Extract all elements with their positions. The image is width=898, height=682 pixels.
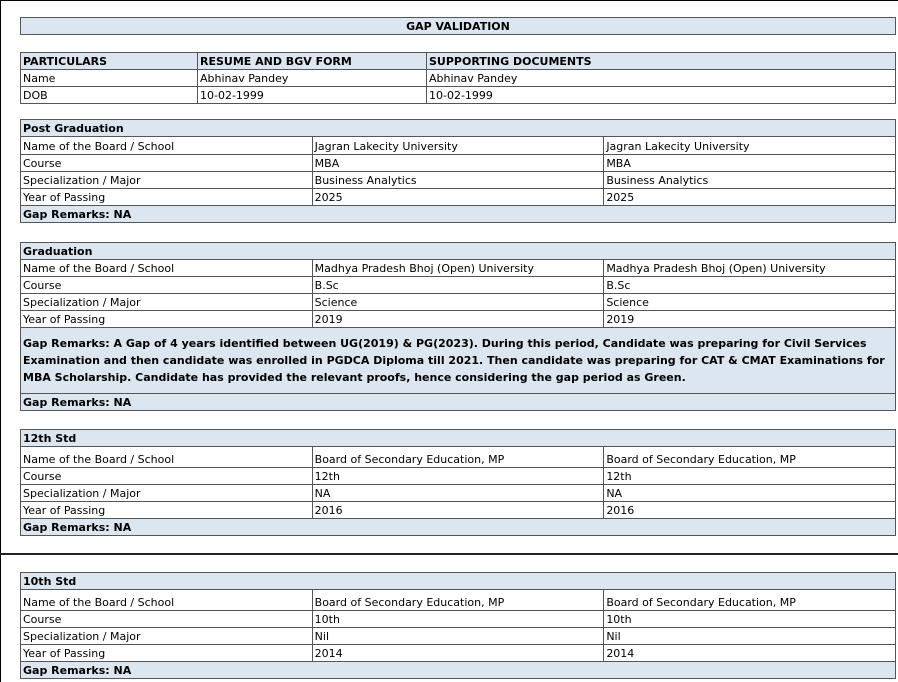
row-docs: Nil bbox=[604, 628, 896, 645]
row-resume: Science bbox=[312, 294, 604, 311]
row-docs: 12th bbox=[604, 468, 896, 485]
table-row bbox=[21, 468, 896, 485]
row-resume: Madhya Pradesh Bhoj (Open) University bbox=[312, 260, 604, 277]
table-row bbox=[21, 628, 896, 645]
row-docs: 10th bbox=[604, 611, 896, 628]
row-label: Course bbox=[21, 155, 313, 172]
table-row bbox=[21, 189, 896, 206]
row-label: Name of the Board / School bbox=[21, 260, 313, 277]
row-resume: 2016 bbox=[312, 502, 604, 519]
table-row bbox=[21, 172, 896, 189]
title-table bbox=[20, 17, 896, 35]
table-row bbox=[21, 611, 896, 628]
row-resume: Board of Secondary Education, MP bbox=[312, 447, 604, 468]
row-label: Year of Passing bbox=[21, 502, 313, 519]
row-docs: Board of Secondary Education, MP bbox=[604, 590, 896, 611]
row-label: Course bbox=[21, 277, 313, 294]
row-resume: 12th bbox=[312, 468, 604, 485]
table-row bbox=[21, 155, 896, 172]
row-resume: 2014 bbox=[312, 645, 604, 662]
row-resume: Nil bbox=[312, 628, 604, 645]
row-docs: 2019 bbox=[604, 311, 896, 328]
row-docs: MBA bbox=[604, 155, 896, 172]
row-label: Course bbox=[21, 468, 313, 485]
table-row bbox=[21, 502, 896, 519]
table-row bbox=[21, 311, 896, 328]
row-docs: 10-02-1999 bbox=[427, 87, 896, 104]
table-row bbox=[21, 70, 896, 87]
row-docs: Jagran Lakecity University bbox=[604, 137, 896, 155]
section-heading: Post Graduation bbox=[21, 120, 896, 137]
row-docs: Business Analytics bbox=[604, 172, 896, 189]
section-heading: 12th Std bbox=[21, 430, 896, 447]
row-label: Name bbox=[21, 70, 198, 87]
section-heading: 10th Std bbox=[21, 573, 896, 590]
row-label: Year of Passing bbox=[21, 311, 313, 328]
row-resume: Business Analytics bbox=[312, 172, 604, 189]
col-documents: SUPPORTING DOCUMENTS bbox=[427, 53, 896, 70]
row-docs: 2014 bbox=[604, 645, 896, 662]
row-label: Specialization / Major bbox=[21, 172, 313, 189]
row-resume: 2025 bbox=[312, 189, 604, 206]
row-docs: B.Sc bbox=[604, 277, 896, 294]
row-resume: Board of Secondary Education, MP bbox=[312, 590, 604, 611]
page-title: GAP VALIDATION bbox=[21, 18, 896, 35]
header-row bbox=[21, 53, 896, 70]
gap-remarks: Gap Remarks: NA bbox=[21, 206, 896, 223]
frame-top-border bbox=[0, 0, 898, 1]
row-label: Name of the Board / School bbox=[21, 447, 313, 468]
col-resume: RESUME AND BGV FORM bbox=[198, 53, 427, 70]
row-docs: NA bbox=[604, 485, 896, 502]
row-resume: B.Sc bbox=[312, 277, 604, 294]
row-resume: Abhinav Pandey bbox=[198, 70, 427, 87]
row-docs: 2025 bbox=[604, 189, 896, 206]
row-label: Specialization / Major bbox=[21, 628, 313, 645]
gap-remarks: Gap Remarks: NA bbox=[21, 519, 896, 536]
table-row bbox=[21, 485, 896, 502]
row-docs: 2016 bbox=[604, 502, 896, 519]
section-heading: Graduation bbox=[21, 243, 896, 260]
header-table bbox=[20, 52, 896, 104]
row-resume: MBA bbox=[312, 155, 604, 172]
table-row bbox=[21, 294, 896, 311]
section-10th-std bbox=[20, 572, 896, 679]
gap-remarks: Gap Remarks: NA bbox=[21, 662, 896, 679]
table-row bbox=[21, 137, 896, 155]
gap-remarks-note: Gap Remarks: A Gap of 4 years identified between UG(2019) & PG(2023). During this period, Candidate was preparing for Civil Services Examination and then candidate was enrolled in PGDCA Diploma till 2021. Then candidate was preparing for CAT & CMAT Examinations for MBA Scholarship. Candidate has provided the relevant proofs, hence considering the gap period as Green. bbox=[21, 328, 896, 394]
row-docs: Board of Secondary Education, MP bbox=[604, 447, 896, 468]
row-resume: 10-02-1999 bbox=[198, 87, 427, 104]
row-docs: Madhya Pradesh Bhoj (Open) University bbox=[604, 260, 896, 277]
row-resume: 2019 bbox=[312, 311, 604, 328]
section-post-graduation bbox=[20, 119, 896, 223]
gap-remarks: Gap Remarks: NA bbox=[21, 394, 896, 411]
row-label: Specialization / Major bbox=[21, 485, 313, 502]
row-resume: NA bbox=[312, 485, 604, 502]
table-row bbox=[21, 590, 896, 611]
row-label: Course bbox=[21, 611, 313, 628]
frame-left-border bbox=[0, 0, 1, 682]
page-break-line bbox=[0, 553, 898, 555]
row-label: Year of Passing bbox=[21, 189, 313, 206]
row-label: DOB bbox=[21, 87, 198, 104]
row-label: Specialization / Major bbox=[21, 294, 313, 311]
row-label: Name of the Board / School bbox=[21, 590, 313, 611]
row-label: Name of the Board / School bbox=[21, 137, 313, 155]
col-particulars: PARTICULARS bbox=[21, 53, 198, 70]
table-row bbox=[21, 87, 896, 104]
section-graduation bbox=[20, 242, 896, 411]
row-label: Year of Passing bbox=[21, 645, 313, 662]
table-row bbox=[21, 277, 896, 294]
table-row bbox=[21, 645, 896, 662]
table-row bbox=[21, 260, 896, 277]
row-resume: 10th bbox=[312, 611, 604, 628]
section-12th-std bbox=[20, 429, 896, 536]
row-docs: Abhinav Pandey bbox=[427, 70, 896, 87]
row-docs: Science bbox=[604, 294, 896, 311]
table-row bbox=[21, 447, 896, 468]
row-resume: Jagran Lakecity University bbox=[312, 137, 604, 155]
